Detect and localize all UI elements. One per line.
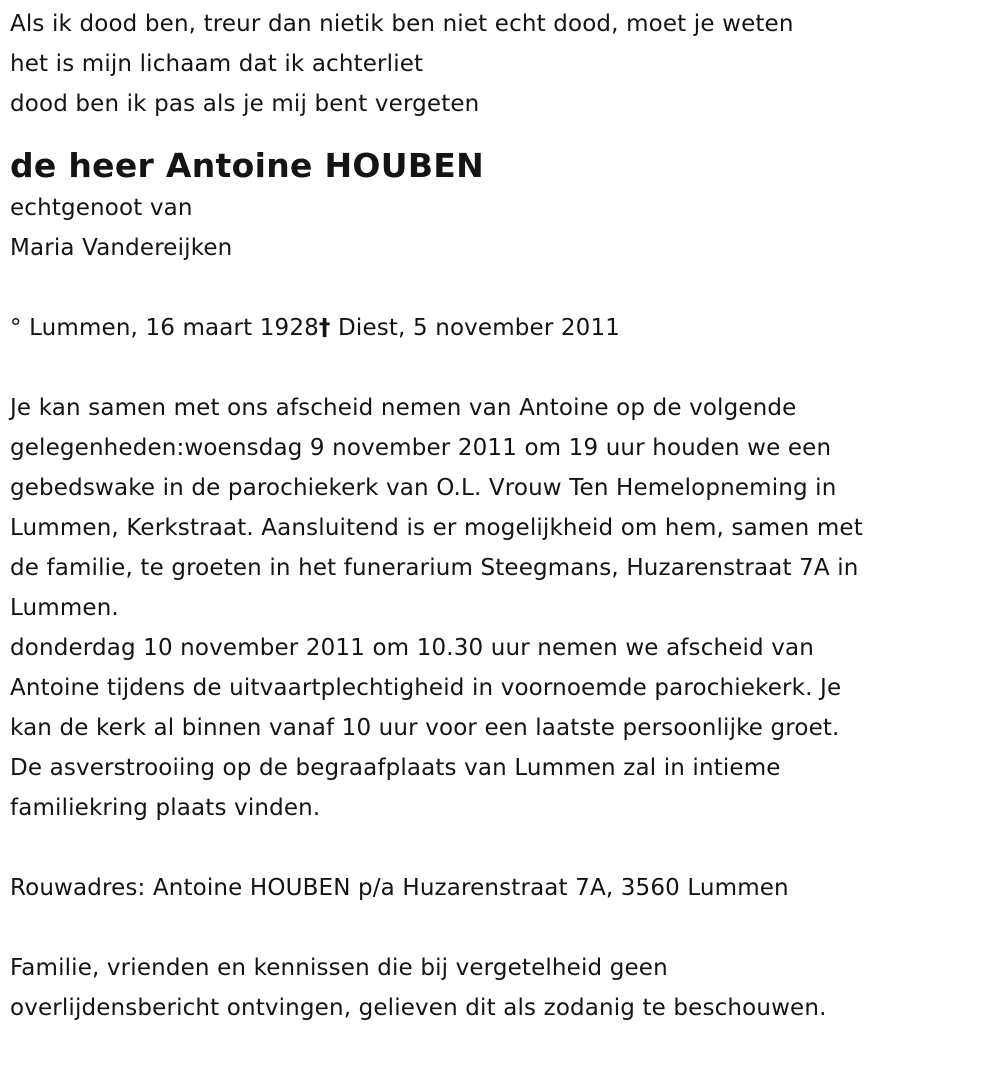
spacer [10, 124, 995, 142]
death-notice [10, 4, 995, 1028]
relation-label: echtgenoot van [10, 195, 193, 221]
notice-line: overlijdensbericht ontvingen, gelieven dit als zodanig te beschouwen. [10, 995, 827, 1021]
ceremony-line: Je kan samen met ons afscheid nemen van Antoine op de volgende [10, 395, 797, 421]
ceremony-line: gelegenheden:woensdag 9 november 2011 om 19 uur houden we een [10, 435, 832, 461]
birth-date: Lummen, 16 maart 1928 [29, 315, 319, 341]
ceremony-line: donderdag 10 november 2011 om 10.30 uur nemen we afscheid van [10, 635, 814, 661]
spacer [10, 268, 995, 308]
spacer [10, 828, 995, 868]
death-date: Diest, 5 november 2011 [338, 315, 621, 341]
notice-line: Familie, vrienden en kennissen die bij vergetelheid geen [10, 955, 668, 981]
deceased-name: de heer Antoine HOUBEN [10, 146, 485, 185]
ceremony-line: Lummen, Kerkstraat. Aansluitend is er mogelijkheid om hem, samen met [10, 515, 863, 541]
poem-line: Als ik dood ben, treur dan nietik ben niet echt dood, moet je weten [10, 11, 794, 37]
ceremony-text [10, 388, 995, 828]
ceremony-line: familiekring plaats vinden. [10, 795, 321, 821]
ceremony-line: Lummen. [10, 595, 119, 621]
spouse-name: Maria Vandereijken [10, 235, 233, 261]
ceremony-line: kan de kerk al binnen vanaf 10 uur voor een laatste persoonlijke groet. [10, 715, 840, 741]
life-dates [10, 308, 995, 348]
ceremony-line: Antoine tijdens de uitvaartplechtigheid in voornoemde parochiekerk. Je [10, 675, 842, 701]
poem-line: dood ben ik pas als je mij bent vergeten [10, 91, 480, 117]
cross-icon: † [318, 315, 331, 341]
ceremony-line: gebedswake in de parochiekerk van O.L. Vrouw Ten Hemelopneming in [10, 475, 837, 501]
mourning-address: Rouwadres: Antoine HOUBEN p/a Huzarenstraat 7A, 3560 Lummen [10, 875, 789, 901]
birth-symbol: ° [10, 315, 22, 341]
spacer [10, 348, 995, 388]
spacer [10, 908, 995, 948]
ceremony-line: De asverstrooiing op de begraafplaats van Lummen zal in intieme [10, 755, 781, 781]
poem [10, 4, 995, 124]
poem-line: het is mijn lichaam dat ik achterliet [10, 51, 424, 77]
ceremony-line: de familie, te groeten in het funerarium Steegmans, Huzarenstraat 7A in [10, 555, 859, 581]
notice-text [10, 948, 995, 1028]
